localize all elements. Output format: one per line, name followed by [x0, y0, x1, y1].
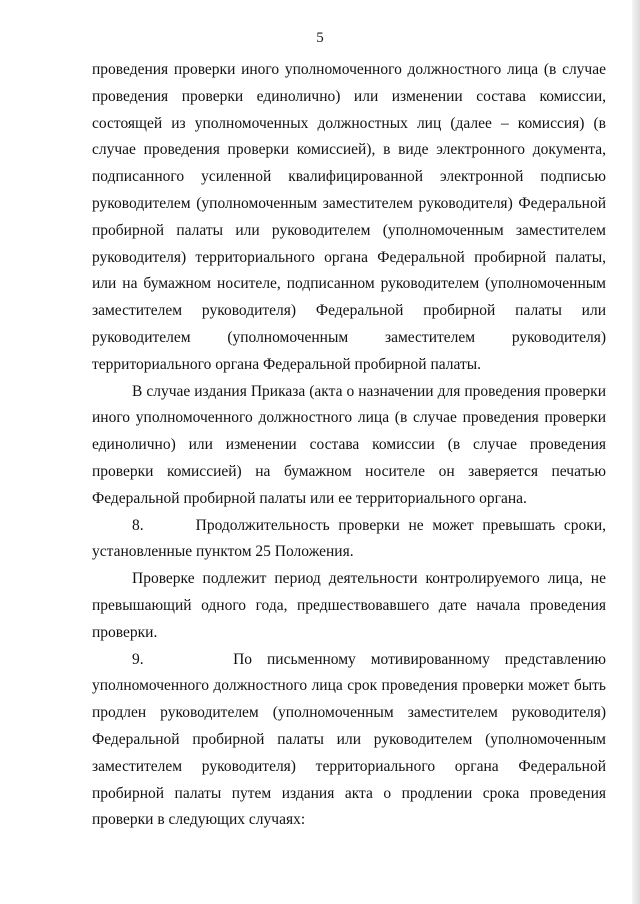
- paragraph-item-9: 9. По письменному мотивированному представлению уполномоченного должностного лица срок проведения проверки может быть продлен руководителем (уполномоченным заместителем руководителя) Федеральной пробирной палаты или руководителем (уполномоченным заместителем руководителя) территориального органа Федеральной пробирной палаты путем издания акта о продлении срока проведения проверки в следующих случаях:: [92, 650, 610, 829]
- paragraph-continuation: проведения проверки иного уполномоченного должностного лица (в случае проведения проверки единолично) или изменении состава комиссии, состоящей из уполномоченных должностных лиц (далее – комиссия) (в случае проведения проверки комиссией), в виде электронного документа, подписанного усиленной квалифицированной электронной подписью руководителем (уполномоченным заместителем руководителя) Федеральной пробирной палаты или руководителем (уполномоченным заместителем руководителя) территориального органа Федеральной пробирной палаты, или на бумажном носителе, подписанном руководителем (уполномоченным заместителем руководителя) Федеральной пробирной палаты или руководителем (уполномоченным заместителем руководителя) территориального органа Федеральной пробирной палаты.: [92, 61, 606, 373]
- document-body: [92, 57, 610, 834]
- paragraph-inspection-period: Проверке подлежит период деятельности контролируемого лица, не превышающий одного года, предшествовавшего дате начала проведения проверки.: [92, 570, 606, 641]
- page-edge-shadow: [632, 0, 640, 904]
- paragraph-order-issuance: В случае издания Приказа (акта о назначении для проведения проверки иного уполномоченного должностного лица (в случае проведения проверки единолично) или изменении состава комиссии (в случае проведения проверки комиссией) на бумажном носителе он заверяется печатью Федеральной пробирной палаты или ее территориального органа.: [92, 382, 606, 507]
- paragraph-item-8: 8. Продолжительность проверки не может превышать сроки, установленные пунктом 25 Положения.: [92, 516, 610, 561]
- page-number: 5: [316, 30, 324, 46]
